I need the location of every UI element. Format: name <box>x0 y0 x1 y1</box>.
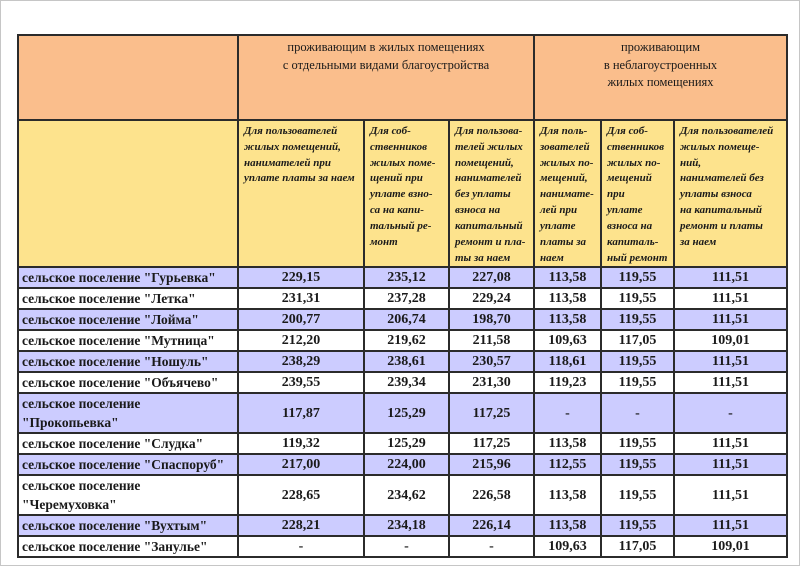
tariff-value: 119,55 <box>601 475 674 515</box>
table-row <box>18 267 787 288</box>
column-header: Для пользова- телей жилых помещений, нанимателей без уплаты взноса на капитальный ремонт и пла- ты за наем <box>449 120 534 267</box>
table-row <box>18 372 787 393</box>
tariff-value: 109,63 <box>534 536 601 557</box>
tariff-value: 117,25 <box>449 433 534 454</box>
tariff-value: 125,29 <box>364 393 449 433</box>
tariff-value: 229,15 <box>238 267 364 288</box>
tariff-value: 119,55 <box>601 309 674 330</box>
tariff-value: 111,51 <box>674 454 787 475</box>
tariff-value: 119,32 <box>238 433 364 454</box>
settlement-name: сельское поселение "Лойма" <box>18 309 238 330</box>
tariff-value: 200,77 <box>238 309 364 330</box>
tariff-value: - <box>674 393 787 433</box>
column-header: Для соб- ственников жилых поме- щений при уплате взно- са на капи- тальный ре- монт <box>364 120 449 267</box>
tariff-value: 113,58 <box>534 267 601 288</box>
group-header-row <box>18 35 787 120</box>
settlement-name: сельское поселение "Занулье" <box>18 536 238 557</box>
settlement-name: сельское поселение "Прокопьевка" <box>18 393 238 433</box>
tariff-value: 237,28 <box>364 288 449 309</box>
tariff-value: 119,55 <box>601 267 674 288</box>
tariff-value: 119,55 <box>601 515 674 536</box>
tariff-value: 117,25 <box>449 393 534 433</box>
settlement-name: сельское поселение "Слудка" <box>18 433 238 454</box>
tariff-value: 226,58 <box>449 475 534 515</box>
settlement-name: сельское поселение "Летка" <box>18 288 238 309</box>
tariff-value: 113,58 <box>534 515 601 536</box>
tariff-value: 111,51 <box>674 515 787 536</box>
tariff-value: 119,23 <box>534 372 601 393</box>
tariff-value: 228,21 <box>238 515 364 536</box>
table-row <box>18 309 787 330</box>
tariff-value: 229,24 <box>449 288 534 309</box>
settlement-name: сельское поселение "Гурьевка" <box>18 267 238 288</box>
table-row <box>18 288 787 309</box>
tariff-value: 217,00 <box>238 454 364 475</box>
tariff-value: 206,74 <box>364 309 449 330</box>
tariff-value: 215,96 <box>449 454 534 475</box>
tariff-value: 212,20 <box>238 330 364 351</box>
table-row <box>18 536 787 557</box>
tariff-value: 111,51 <box>674 433 787 454</box>
corner-cell <box>18 35 238 120</box>
corner-cell-2 <box>18 120 238 267</box>
tariff-value: 111,51 <box>674 351 787 372</box>
tariff-value: 111,51 <box>674 475 787 515</box>
tariff-value: 125,29 <box>364 433 449 454</box>
settlement-name: сельское поселение "Спаспоруб" <box>18 454 238 475</box>
tariff-value: 227,08 <box>449 267 534 288</box>
settlement-name: сельское поселение "Черемуховка" <box>18 475 238 515</box>
tariff-value: 119,55 <box>601 433 674 454</box>
tariff-value: 238,61 <box>364 351 449 372</box>
tariff-value: 230,57 <box>449 351 534 372</box>
settlement-name: сельское поселение "Объячево" <box>18 372 238 393</box>
tariff-value: 113,58 <box>534 433 601 454</box>
tariff-value: - <box>364 536 449 557</box>
table-row <box>18 475 787 515</box>
tariff-value: 231,31 <box>238 288 364 309</box>
tariff-value: 119,55 <box>601 454 674 475</box>
tariff-value: 211,58 <box>449 330 534 351</box>
tariff-value: 113,58 <box>534 288 601 309</box>
tariff-value: 109,63 <box>534 330 601 351</box>
group-header-unimproved: проживающим в неблагоустроенных жилых помещениях <box>534 35 787 120</box>
tariff-value: 109,01 <box>674 536 787 557</box>
tariff-value: 198,70 <box>449 309 534 330</box>
tariff-table <box>17 34 788 558</box>
tariff-value: 238,29 <box>238 351 364 372</box>
tariff-value: 119,55 <box>601 288 674 309</box>
table-row <box>18 515 787 536</box>
column-header: Для пользователей жилых помещений, нанимателей при уплате платы за наем <box>238 120 364 267</box>
tariff-value: 224,00 <box>364 454 449 475</box>
tariff-value: 234,62 <box>364 475 449 515</box>
table-row <box>18 351 787 372</box>
tariff-value: 118,61 <box>534 351 601 372</box>
column-header-row <box>18 120 787 267</box>
tariff-value: 231,30 <box>449 372 534 393</box>
tariff-value: - <box>534 393 601 433</box>
tariff-value: 226,14 <box>449 515 534 536</box>
tariff-value: 235,12 <box>364 267 449 288</box>
table-row <box>18 330 787 351</box>
tariff-value: 239,34 <box>364 372 449 393</box>
settlement-name: сельское поселение "Ношуль" <box>18 351 238 372</box>
tariff-value: 117,87 <box>238 393 364 433</box>
tariff-value: 111,51 <box>674 288 787 309</box>
tariff-value: 228,65 <box>238 475 364 515</box>
tariff-value: 109,01 <box>674 330 787 351</box>
settlement-name: сельское поселение "Мутница" <box>18 330 238 351</box>
column-header: Для пользователей жилых помеще- ний, нанимателей без уплаты взноса на капитальный ремонт и платы за наем <box>674 120 787 267</box>
tariff-value: 111,51 <box>674 267 787 288</box>
tariff-value: 117,05 <box>601 330 674 351</box>
tariff-value: 111,51 <box>674 309 787 330</box>
tariff-value: 234,18 <box>364 515 449 536</box>
group-header-improved: проживающим в жилых помещениях с отдельными видами благоустройства <box>238 35 534 120</box>
tariff-value: 113,58 <box>534 475 601 515</box>
tariff-value: - <box>601 393 674 433</box>
table-row <box>18 433 787 454</box>
settlement-name: сельское поселение "Вухтым" <box>18 515 238 536</box>
column-header: Для соб- ственников жилых по- мещений при уплате взноса на капиталь- ный ремонт <box>601 120 674 267</box>
tariff-value: - <box>449 536 534 557</box>
tariff-value: 111,51 <box>674 372 787 393</box>
tariff-value: 119,55 <box>601 351 674 372</box>
tariff-value: 219,62 <box>364 330 449 351</box>
tariff-value: - <box>238 536 364 557</box>
table-body <box>18 35 787 557</box>
tariff-value: 112,55 <box>534 454 601 475</box>
tariff-value: 113,58 <box>534 309 601 330</box>
tariff-value: 119,55 <box>601 372 674 393</box>
table-row <box>18 454 787 475</box>
table-row <box>18 393 787 433</box>
tariff-value: 117,05 <box>601 536 674 557</box>
tariff-value: 239,55 <box>238 372 364 393</box>
column-header: Для поль- зователей жилых по- мещений, нанимате- лей при уплате платы за наем <box>534 120 601 267</box>
